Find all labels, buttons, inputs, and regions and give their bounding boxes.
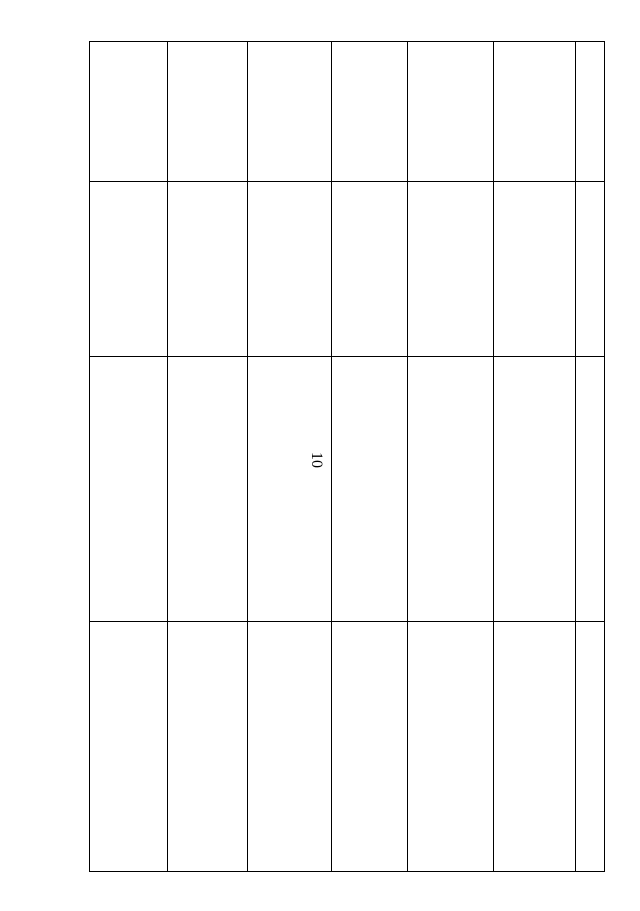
cell-category — [90, 42, 168, 182]
header-category — [576, 42, 605, 182]
cell-responsible-body — [90, 622, 168, 872]
cell-responsible-body — [494, 622, 576, 872]
cell-topic — [248, 182, 332, 357]
cell-category — [248, 42, 332, 182]
cell-category — [494, 42, 576, 182]
table-row — [248, 42, 332, 872]
cell-topic — [168, 182, 248, 357]
cell-category — [408, 42, 494, 182]
cell-description — [248, 357, 332, 622]
cell-description — [332, 357, 408, 622]
cell-topic — [332, 182, 408, 357]
table-row — [332, 42, 408, 872]
cell-topic — [408, 182, 494, 357]
table-header-row — [576, 42, 605, 872]
cell-description — [168, 357, 248, 622]
header-responsible-body — [576, 622, 605, 872]
cell-category — [168, 42, 248, 182]
table-row — [168, 42, 248, 872]
cell-responsible-body — [332, 622, 408, 872]
cell-category — [332, 42, 408, 182]
cell-description — [408, 357, 494, 622]
cell-topic — [90, 182, 168, 357]
cell-responsible-body — [168, 622, 248, 872]
cell-topic — [494, 182, 576, 357]
header-description — [576, 357, 605, 622]
table-row — [408, 42, 494, 872]
cell-description — [90, 357, 168, 622]
page-number: 10 — [308, 452, 325, 468]
cell-description — [494, 357, 576, 622]
cell-responsible-body — [408, 622, 494, 872]
table-row — [90, 42, 168, 872]
rotated-table-wrapper — [95, 41, 605, 871]
table-row — [494, 42, 576, 872]
services-table — [89, 41, 605, 872]
header-topic — [576, 182, 605, 357]
cell-responsible-body — [248, 622, 332, 872]
